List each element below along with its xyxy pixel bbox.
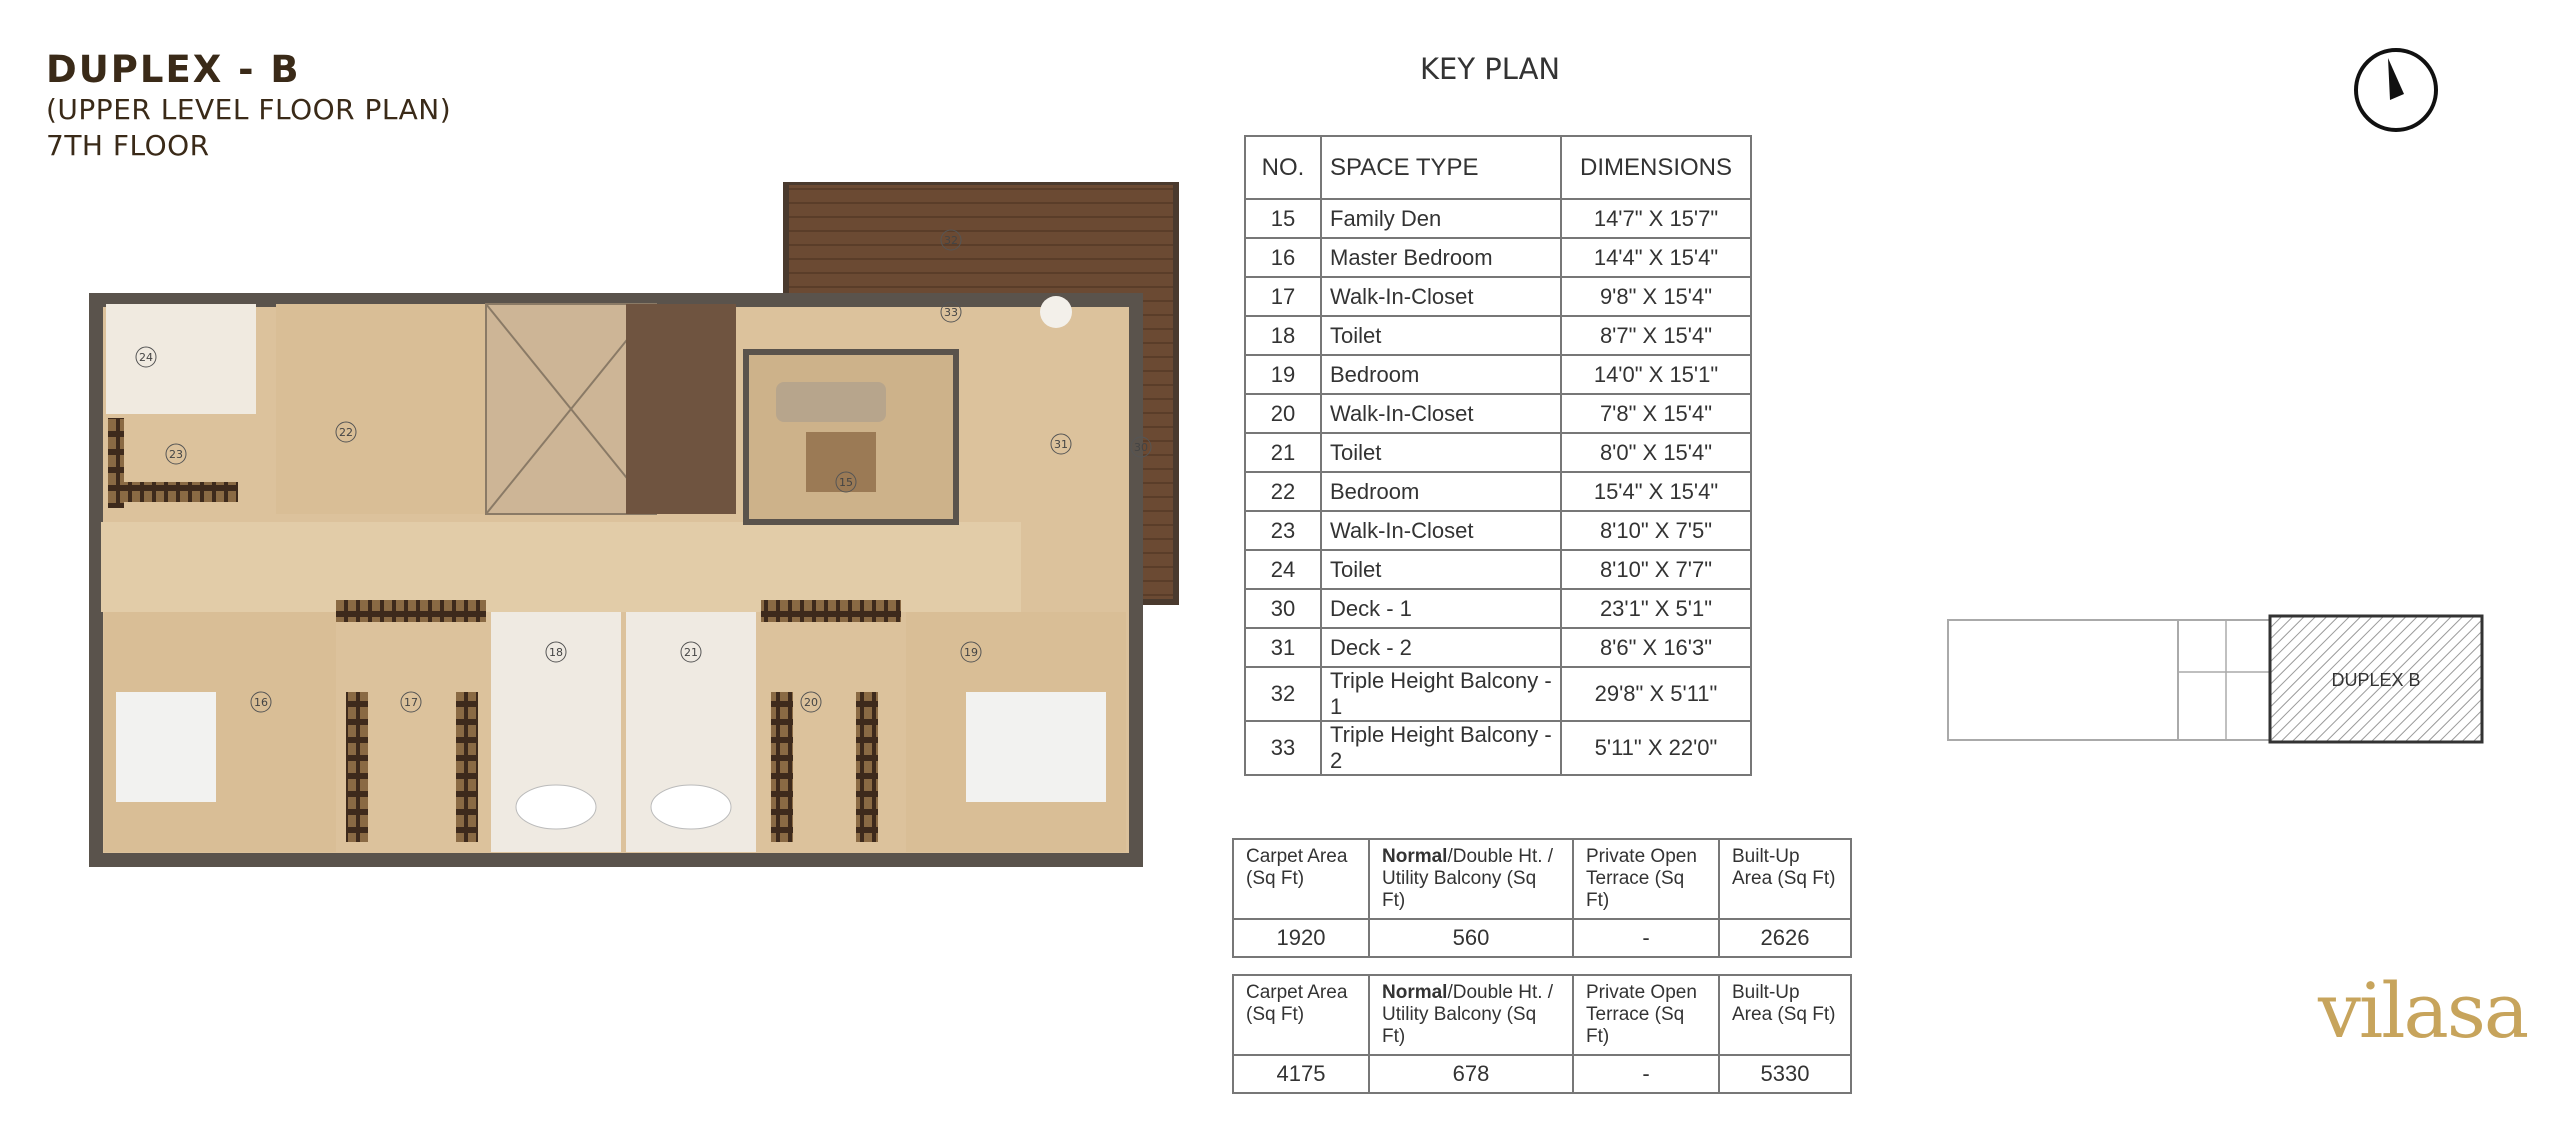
- room-label-16: 16: [254, 696, 268, 709]
- room-type: Triple Height Balcony - 1: [1321, 667, 1561, 721]
- floor-plan-image: [46, 182, 1186, 872]
- room-type: Family Den: [1321, 199, 1561, 238]
- room-no: 15: [1245, 199, 1321, 238]
- room-label-31: 31: [1054, 438, 1068, 451]
- room-label-18: 18: [549, 646, 563, 659]
- room-dim: 14'0" X 15'1": [1561, 355, 1751, 394]
- table-row: [1245, 472, 1751, 511]
- room-label-17: 17: [404, 696, 418, 709]
- brand-logo: vilasa: [2318, 966, 2528, 1055]
- room-type: Triple Height Balcony - 2: [1321, 721, 1561, 775]
- room-type: Walk-In-Closet: [1321, 511, 1561, 550]
- floor-label: 7TH FLOOR: [46, 129, 210, 162]
- terrace-area-value: -: [1573, 1055, 1719, 1093]
- plan-subtitle: (UPPER LEVEL FLOOR PLAN): [46, 93, 452, 126]
- header-terrace-area: Private Open Terrace (Sq Ft): [1573, 975, 1719, 1055]
- room-type: Walk-In-Closet: [1321, 394, 1561, 433]
- col-header-no: NO.: [1245, 136, 1321, 199]
- room-dim: 9'8" X 15'4": [1561, 277, 1751, 316]
- table-row: [1245, 433, 1751, 472]
- area-table-unit: [1232, 838, 1852, 958]
- table-row: [1245, 511, 1751, 550]
- carpet-area-value: 4175: [1233, 1055, 1369, 1093]
- room-type: Deck - 2: [1321, 628, 1561, 667]
- key-map-label: DUPLEX B: [2331, 670, 2421, 690]
- table-row: [1245, 238, 1751, 277]
- carpet-area-value: 1920: [1233, 919, 1369, 957]
- header-balcony-bold: Normal: [1382, 982, 1448, 1003]
- header-balcony-bold: Normal: [1382, 846, 1448, 867]
- table-row: [1245, 199, 1751, 238]
- corridor: [101, 522, 1021, 612]
- table-row: [1245, 589, 1751, 628]
- room-label-21: 21: [684, 646, 698, 659]
- table-row: [1245, 277, 1751, 316]
- room-no: 23: [1245, 511, 1321, 550]
- room-dim: 8'10" X 7'7": [1561, 550, 1751, 589]
- table-row: [1245, 550, 1751, 589]
- room-label-30: 30: [1134, 441, 1148, 454]
- room-type: Toilet: [1321, 433, 1561, 472]
- col-header-dimensions: DIMENSIONS: [1561, 136, 1751, 199]
- room-dim: 14'4" X 15'4": [1561, 238, 1751, 277]
- table-row: [1245, 721, 1751, 775]
- room-label-33: 33: [944, 306, 958, 319]
- room-no: 31: [1245, 628, 1321, 667]
- header-balcony-rest: /Double Ht. / Utility Balcony (Sq Ft): [1382, 982, 1554, 1047]
- room-type: Toilet: [1321, 550, 1561, 589]
- room-no: 21: [1245, 433, 1321, 472]
- room-22: [276, 304, 496, 514]
- room-key-table: [1244, 135, 1752, 776]
- room-no: 24: [1245, 550, 1321, 589]
- room-no: 17: [1245, 277, 1321, 316]
- room-dim: 23'1" X 5'1": [1561, 589, 1751, 628]
- north-compass-icon: [2352, 46, 2440, 134]
- header-carpet-area: Carpet Area (Sq Ft): [1233, 839, 1369, 919]
- room-no: 33: [1245, 721, 1321, 775]
- room-dim: 15'4" X 15'4": [1561, 472, 1751, 511]
- room-type: Walk-In-Closet: [1321, 277, 1561, 316]
- room-label-15: 15: [839, 476, 853, 489]
- room-no: 18: [1245, 316, 1321, 355]
- header-carpet-area: Carpet Area (Sq Ft): [1233, 975, 1369, 1055]
- room-24: [106, 304, 256, 414]
- room-label-22: 22: [339, 426, 353, 439]
- room-type: Bedroom: [1321, 355, 1561, 394]
- room-label-23: 23: [169, 448, 183, 461]
- builtup-area-value: 2626: [1719, 919, 1851, 957]
- header-balcony-area: [1369, 975, 1573, 1055]
- table-row: [1245, 628, 1751, 667]
- terrace-area-value: -: [1573, 919, 1719, 957]
- room-dim: 7'8" X 15'4": [1561, 394, 1751, 433]
- header-builtup-area: Built-Up Area (Sq Ft): [1719, 839, 1851, 919]
- room-no: 22: [1245, 472, 1321, 511]
- col-header-space-type: SPACE TYPE: [1321, 136, 1561, 199]
- table-row: [1245, 355, 1751, 394]
- room-type: Toilet: [1321, 316, 1561, 355]
- room-no: 16: [1245, 238, 1321, 277]
- header-balcony-area: [1369, 839, 1573, 919]
- table-row: [1245, 316, 1751, 355]
- key-plan-map: [1946, 612, 2484, 746]
- table-row: [1245, 667, 1751, 721]
- stair: [626, 304, 736, 514]
- room-dim: 8'7" X 15'4": [1561, 316, 1751, 355]
- room-dim: 8'0" X 15'4": [1561, 433, 1751, 472]
- room-dim: 5'11" X 22'0": [1561, 721, 1751, 775]
- area-table-total: [1232, 974, 1852, 1094]
- key-plan-heading: KEY PLAN: [1420, 52, 1561, 86]
- room-dim: 29'8" X 5'11": [1561, 667, 1751, 721]
- header-balcony-rest: /Double Ht. / Utility Balcony (Sq Ft): [1382, 846, 1554, 911]
- room-label-19: 19: [964, 646, 978, 659]
- room-dim: 8'6" X 16'3": [1561, 628, 1751, 667]
- builtup-area-value: 5330: [1719, 1055, 1851, 1093]
- room-no: 20: [1245, 394, 1321, 433]
- room-type: Master Bedroom: [1321, 238, 1561, 277]
- title-block: [46, 48, 451, 164]
- room-dim: 8'10" X 7'5": [1561, 511, 1751, 550]
- table-row: [1245, 394, 1751, 433]
- room-type: Deck - 1: [1321, 589, 1561, 628]
- room-no: 19: [1245, 355, 1321, 394]
- room-label-24: 24: [139, 351, 153, 364]
- header-builtup-area: Built-Up Area (Sq Ft): [1719, 975, 1851, 1055]
- room-label-32: 32: [944, 234, 958, 247]
- room-type: Bedroom: [1321, 472, 1561, 511]
- balcony-area-value: 678: [1369, 1055, 1573, 1093]
- balcony-area-value: 560: [1369, 919, 1573, 957]
- room-dim: 14'7" X 15'7": [1561, 199, 1751, 238]
- room-label-20: 20: [804, 696, 818, 709]
- room-no: 32: [1245, 667, 1321, 721]
- plan-title: DUPLEX - B: [46, 48, 301, 91]
- header-terrace-area: Private Open Terrace (Sq Ft): [1573, 839, 1719, 919]
- room-no: 30: [1245, 589, 1321, 628]
